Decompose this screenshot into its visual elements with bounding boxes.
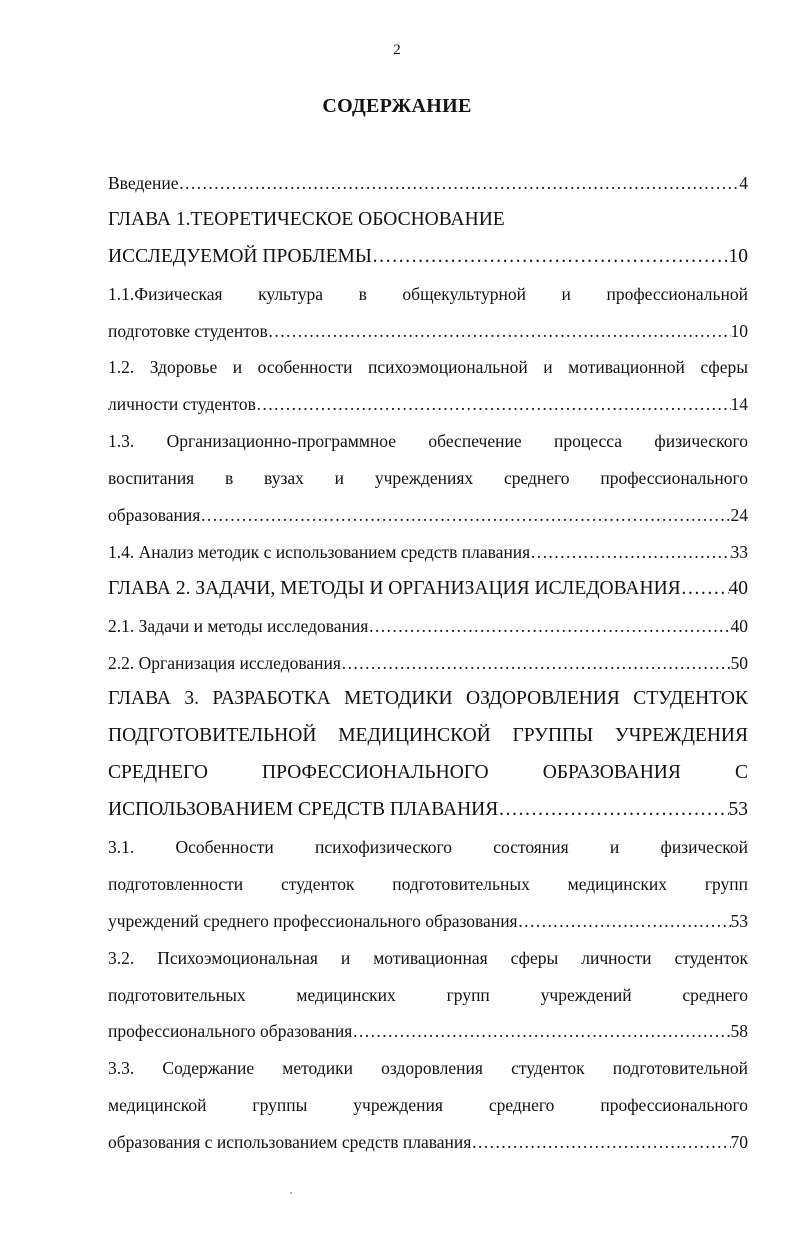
toc-section-3-2-line-2[interactable]: подготовительных медицинских групп учреждений среднего — [108, 984, 748, 1005]
toc-page-number: 70 — [730, 1132, 748, 1153]
toc-section-2-1[interactable] — [108, 608, 748, 645]
toc-entry-text: подготовке студентов — [108, 320, 268, 341]
toc-page-number: 53 — [730, 910, 748, 931]
toc-section-1-1-line-2[interactable] — [108, 313, 748, 350]
toc-entry-introduction[interactable] — [108, 165, 748, 202]
toc-section-1-3-line-2[interactable]: воспитания в вузах и учреждениях среднего профессионального — [108, 468, 748, 489]
toc-chapter-1-line-2[interactable] — [108, 239, 748, 276]
toc-page-number: 24 — [730, 505, 748, 526]
toc-chapter-3-line-1[interactable]: ГЛАВА 3. РАЗРАБОТКА МЕТОДИКИ ОЗДОРОВЛЕНИЯ СТУДЕНТОК — [108, 688, 748, 710]
toc-entry-text: 2.2. Организация исследования — [108, 652, 341, 673]
page-title: СОДЕРЖАНИЕ — [322, 95, 472, 117]
toc-page-number: 58 — [730, 1021, 748, 1042]
dot-leader — [341, 645, 731, 682]
dot-leader — [200, 497, 730, 534]
toc-entry-text: ИСПОЛЬЗОВАНИЕМ СРЕДСТВ ПЛАВАНИЯ — [108, 799, 499, 821]
table-of-contents — [108, 165, 748, 1161]
toc-chapter-3-line-2[interactable]: ПОДГОТОВИТЕЛЬНОЙ МЕДИЦИНСКОЙ ГРУППЫ УЧРЕЖДЕНИЯ — [108, 725, 748, 747]
toc-entry-text: 2.1. Задачи и методы исследования — [108, 615, 369, 636]
dot-leader — [681, 571, 729, 608]
toc-section-1-2-line-1[interactable]: 1.2. Здоровье и особенности психоэмоциональной и мотивационной сферы — [108, 357, 748, 378]
toc-page-number: 40 — [728, 577, 748, 599]
toc-entry-text: образования — [108, 505, 201, 526]
toc-section-3-1-line-3[interactable] — [108, 903, 748, 940]
toc-page-number: 14 — [730, 394, 748, 415]
toc-page-number: 50 — [730, 652, 748, 673]
toc-entry-text: Введение — [108, 173, 179, 193]
toc-page-number: 33 — [730, 541, 748, 562]
toc-entry-text: личности студентов — [108, 394, 256, 415]
toc-entry-text: профессионального образования — [108, 1021, 353, 1042]
dot-leader — [498, 792, 728, 829]
dot-leader — [179, 165, 740, 202]
toc-section-1-3-line-1[interactable]: 1.3. Организационно-программное обеспечение процесса физического — [108, 431, 748, 452]
dot-leader — [518, 903, 731, 940]
toc-section-3-2-line-1[interactable]: 3.2. Психоэмоциональная и мотивационная сферы личности студенток — [108, 947, 748, 968]
toc-section-3-2-line-3[interactable] — [108, 1013, 748, 1050]
toc-page-number: 4 — [739, 173, 748, 193]
dot-leader — [352, 1013, 730, 1050]
toc-page-number: 10 — [730, 320, 748, 341]
toc-section-3-3-line-2[interactable]: медицинской группы учреждения среднего профессионального — [108, 1095, 748, 1116]
toc-entry-text: учреждений среднего профессионального образования — [108, 910, 518, 931]
toc-section-1-2-line-2[interactable] — [108, 386, 748, 423]
toc-chapter-3-line-3[interactable]: СРЕДНЕГО ПРОФЕССИОНАЛЬНОГО ОБРАЗОВАНИЯ С — [108, 762, 748, 784]
toc-section-3-1-line-2[interactable]: подготовленности студенток подготовительных медицинских групп — [108, 873, 748, 894]
toc-chapter-2[interactable] — [108, 571, 748, 608]
toc-entry-text: ИССЛЕДУЕМОЙ ПРОБЛЕМЫ — [108, 245, 372, 267]
dot-leader — [256, 386, 731, 423]
toc-section-1-3-line-3[interactable] — [108, 497, 748, 534]
dot-leader — [471, 1124, 730, 1161]
page-number: 2 — [393, 42, 401, 58]
toc-page-number: 53 — [728, 799, 748, 821]
toc-section-3-1-line-1[interactable]: 3.1. Особенности психофизического состояния и физической — [108, 837, 748, 858]
toc-section-1-1-line-1[interactable]: 1.1.Физическая культура в общекультурной и профессиональной — [108, 283, 748, 304]
toc-entry-text: 1.4. Анализ методик с использованием средств плавания — [108, 541, 531, 562]
dot-leader — [268, 313, 731, 350]
toc-entry-text: образования с использованием средств плавания — [108, 1132, 472, 1153]
toc-entry-text: ГЛАВА 2. ЗАДАЧИ, МЕТОДЫ И ОРГАНИЗАЦИЯ ИСЛЕДОВАНИЯ — [108, 577, 681, 599]
toc-section-2-2[interactable] — [108, 645, 748, 682]
dot-leader — [368, 608, 730, 645]
toc-section-3-3-line-1[interactable]: 3.3. Содержание методики оздоровления студенток подготовительной — [108, 1058, 748, 1079]
dot-leader — [372, 239, 729, 276]
toc-section-1-4[interactable] — [108, 534, 748, 571]
toc-chapter-1-line-1[interactable]: ГЛАВА 1.ТЕОРЕТИЧЕСКОЕ ОБОСНОВАНИЕ — [108, 208, 505, 230]
toc-page-number: 10 — [728, 245, 748, 267]
toc-chapter-3-line-4[interactable] — [108, 792, 748, 829]
dot-leader — [530, 534, 730, 571]
toc-section-3-3-line-3[interactable] — [108, 1124, 748, 1161]
toc-page-number: 40 — [730, 615, 748, 636]
scan-speck — [290, 1192, 292, 1194]
